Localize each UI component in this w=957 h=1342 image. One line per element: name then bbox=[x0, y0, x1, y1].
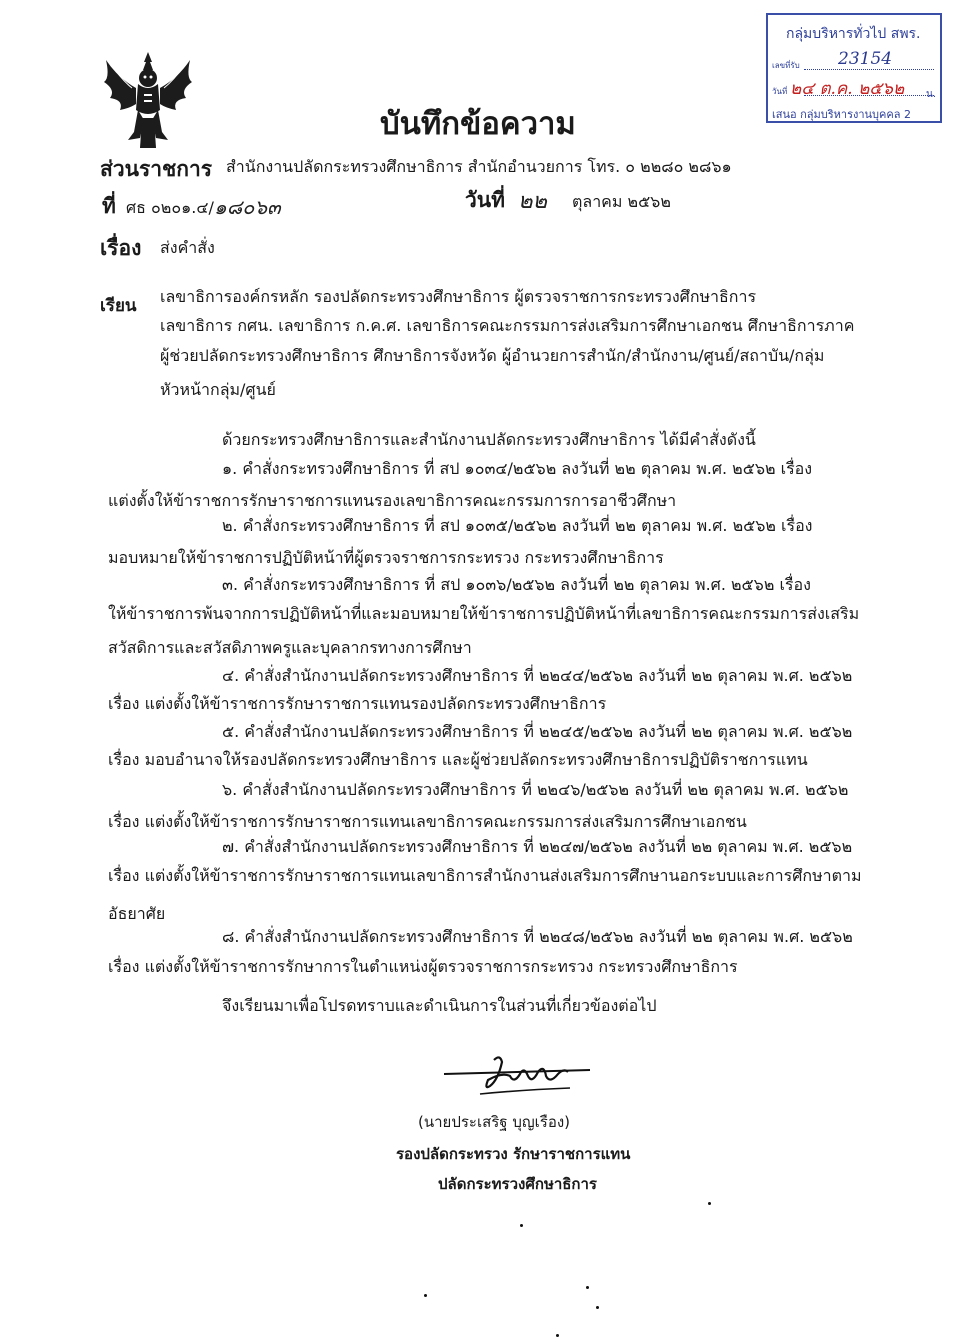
ref-label: ที่ bbox=[102, 194, 116, 218]
signature-mark bbox=[440, 1050, 610, 1110]
order-item-cont: แต่งตั้งให้ข้าราชการรักษาราชการแทนรองเลขาธิการคณะกรรมการการอาชีวศึกษา bbox=[108, 491, 677, 510]
stamp-receive-number: 23154 bbox=[838, 49, 893, 69]
order-item: ๑. คำสั่งกระทรวงศึกษาธิการ ที่ สป ๑๐๓๔/๒๕๖๒ ลงวันที่ ๒๒ ตุลาคม พ.ศ. ๒๕๖๒ เรื่อง bbox=[222, 459, 813, 478]
stamp-time-suffix: น. bbox=[926, 89, 937, 100]
recipient-line: ผู้ช่วยปลัดกระทรวงศึกษาธิการ ศึกษาธิการจังหวัด ผู้อำนวยการสำนัก/สำนักงาน/ศูนย์/สถาบัน/กลุ่ม bbox=[160, 346, 825, 365]
signer-name: (นายประเสริฐ บุญเรือง) bbox=[418, 1113, 571, 1131]
stamp-line bbox=[804, 69, 934, 70]
order-item-cont: เรื่อง แต่งตั้งให้ข้าราชการรักษาราชการแทนรองปลัดกระทรวงศึกษาธิการ bbox=[108, 694, 607, 713]
signer-position-1: รองปลัดกระทรวง รักษาราชการแทน bbox=[396, 1145, 631, 1163]
recipient-line: เลขาธิการ กศน. เลขาธิการ ก.ค.ศ. เลขาธิการคณะกรรมการส่งเสริมการศึกษาเอกชน ศึกษาธิการภาค bbox=[160, 316, 855, 335]
order-item: ๒. คำสั่งกระทรวงศึกษาธิการ ที่ สป ๑๐๓๕/๒๕๖๒ ลงวันที่ ๒๒ ตุลาคม พ.ศ. ๒๕๖๒ เรื่อง bbox=[222, 516, 813, 535]
scan-speck bbox=[520, 1224, 523, 1227]
order-item-cont: สวัสดิการและสวัสดิภาพครูและบุคลากรทางการศึกษา bbox=[108, 638, 472, 657]
org-label: ส่วนราชการ bbox=[100, 157, 213, 181]
garuda-emblem bbox=[100, 48, 196, 152]
scan-speck bbox=[424, 1294, 427, 1297]
order-item-cont: เรื่อง มอบอำนาจให้รองปลัดกระทรวงศึกษาธิการ และผู้ช่วยปลัดกระทรวงศึกษาธิการปฏิบัติราชการแทน bbox=[108, 750, 808, 769]
signer-position-2: ปลัดกระทรวงศึกษาธิการ bbox=[438, 1175, 597, 1193]
ref-handwritten: ๑๘๐๖๓ bbox=[214, 195, 281, 219]
document-title: บันทึกข้อความ bbox=[380, 106, 576, 142]
date-rest: ตุลาคม ๒๕๖๒ bbox=[572, 192, 671, 211]
stamp-receive-label: เลขที่รับ bbox=[772, 61, 800, 70]
order-item-cont: เรื่อง แต่งตั้งให้ข้าราชการรักษาการในตำแหน่งผู้ตรวจราชการกระทรวง กระทรวงศึกษาธิการ bbox=[108, 957, 738, 976]
stamp-title: กลุ่มบริหารทั่วไป สพร. bbox=[786, 26, 921, 42]
stamp-date-label: วันที่ bbox=[772, 87, 788, 96]
scan-speck bbox=[586, 1286, 589, 1289]
order-item-cont: มอบหมายให้ข้าราชการปฏิบัติหน้าที่ผู้ตรวจราชการกระทรวง กระทรวงศึกษาธิการ bbox=[108, 548, 664, 567]
subject-value: ส่งคำสั่ง bbox=[160, 238, 215, 257]
order-item-cont: ให้ข้าราชการพ้นจากการปฏิบัติหน้าที่และมอบหมายให้ข้าราชการปฏิบัติหน้าที่เลขาธิการคณะกรรมการส่งเสริม bbox=[108, 604, 860, 623]
order-item: ๕. คำสั่งสำนักงานปลัดกระทรวงศึกษาธิการ ที่ ๒๒๔๕/๒๕๖๒ ลงวันที่ ๒๒ ตุลาคม พ.ศ. ๒๕๖๒ bbox=[222, 722, 853, 741]
scan-speck bbox=[708, 1202, 711, 1205]
date-day-handwritten: ๒๒ bbox=[518, 189, 548, 214]
stamp-date-value: ๒๔ ต.ค. ๒๕๖๒ bbox=[790, 79, 905, 99]
recipient-line: เลขาธิการองค์กรหลัก รองปลัดกระทรวงศึกษาธิการ ผู้ตรวจราชการกระทรวงศึกษาธิการ bbox=[160, 287, 757, 306]
org-value: สำนักงานปลัดกระทรวงศึกษาธิการ สำนักอำนวยการ โทร. ๐ ๒๒๘๐ ๒๘๖๑ bbox=[226, 157, 732, 176]
subject-label: เรื่อง bbox=[100, 236, 142, 260]
order-item: ๖. คำสั่งสำนักงานปลัดกระทรวงศึกษาธิการ ที่ ๒๒๔๖/๒๕๖๒ ลงวันที่ ๒๒ ตุลาคม พ.ศ. ๒๕๖๒ bbox=[222, 780, 849, 799]
order-item: ๓. คำสั่งกระทรวงศึกษาธิการ ที่ สป ๑๐๓๖/๒๕๖๒ ลงวันที่ ๒๒ ตุลาคม พ.ศ. ๒๕๖๒ เรื่อง bbox=[222, 575, 811, 594]
body-intro: ด้วยกระทรวงศึกษาธิการและสำนักงานปลัดกระทรวงศึกษาธิการ ได้มีคำสั่งดังนี้ bbox=[222, 430, 756, 449]
order-item-cont: เรื่อง แต่งตั้งให้ข้าราชการรักษาราชการแทนเลขาธิการคณะกรรมการส่งเสริมการศึกษาเอกชน bbox=[108, 812, 747, 831]
stamp-forward: เสนอ กลุ่มบริหารงานบุคคล 2 bbox=[772, 108, 911, 121]
order-item: ๔. คำสั่งสำนักงานปลัดกระทรวงศึกษาธิการ ที่ ๒๒๔๔/๒๕๖๒ ลงวันที่ ๒๒ ตุลาคม พ.ศ. ๒๕๖๒ bbox=[222, 666, 853, 685]
order-item: ๗. คำสั่งสำนักงานปลัดกระทรวงศึกษาธิการ ที่ ๒๒๔๗/๒๕๖๒ ลงวันที่ ๒๒ ตุลาคม พ.ศ. ๒๕๖๒ bbox=[222, 837, 853, 856]
order-item-cont: อัธยาศัย bbox=[108, 904, 166, 923]
receipt-stamp bbox=[766, 13, 942, 123]
recipient-label: เรียน bbox=[100, 296, 137, 316]
order-item: ๘. คำสั่งสำนักงานปลัดกระทรวงศึกษาธิการ ที่ ๒๒๔๘/๒๕๖๒ ลงวันที่ ๒๒ ตุลาคม พ.ศ. ๒๕๖๒ bbox=[222, 927, 853, 946]
closing-text: จึงเรียนมาเพื่อโปรดทราบและดำเนินการในส่วนที่เกี่ยวข้องต่อไป bbox=[222, 996, 657, 1015]
order-item-cont: เรื่อง แต่งตั้งให้ข้าราชการรักษาราชการแทนเลขาธิการสำนักงานส่งเสริมการศึกษานอกระบบและการศึกษาตาม bbox=[108, 866, 862, 885]
scan-speck bbox=[596, 1306, 599, 1309]
recipient-line: หัวหน้ากลุ่ม/ศูนย์ bbox=[160, 380, 276, 399]
date-label: วันที่ bbox=[465, 188, 505, 212]
ref-prefix: ศธ ๐๒๐๑.๔/ bbox=[126, 198, 214, 217]
scan-speck bbox=[556, 1334, 559, 1337]
